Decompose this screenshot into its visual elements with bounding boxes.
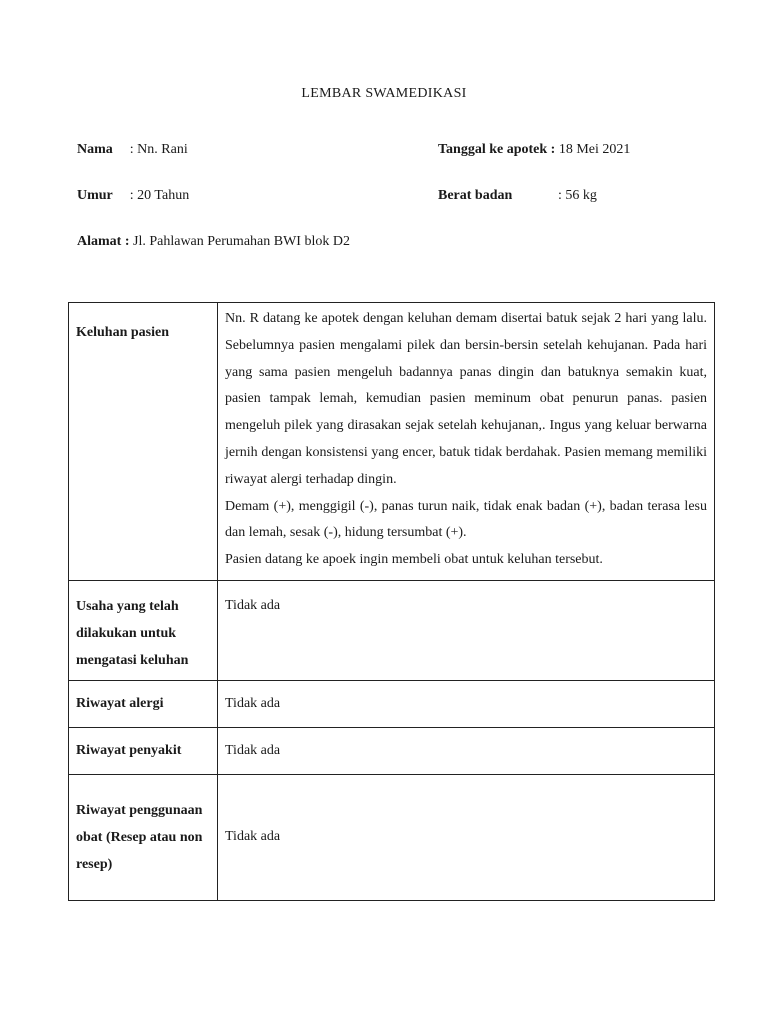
table-row <box>69 727 715 774</box>
obat-value: Tidak ada <box>218 774 715 900</box>
keluhan-paragraph: Nn. R datang ke apotek dengan keluhan demam disertai batuk sejak 2 hari yang lalu. Sebelumnya pasien mengalami pilek dan bersin-bersin setelah kehujanan. Pada hari yang sama pasien mengeluh badannya panas dingin dan batuknya semakin kuat, pasien tampak lemah, kemudian pasien meminum obat penurun panas. pasien mengeluh pilek yang dirasakan sejak setelah kehujanan,. Ingus yang keluar berwarna jernih dengan konsistensi yang encer, batuk tidak berdahak. Pasien memang memiliki riwayat alergi terhadap dingin. <box>225 311 707 487</box>
alergi-label: Riwayat alergi <box>69 680 218 727</box>
keluhan-symptoms: Demam (+), menggigil (-), panas turun naik, tidak enak badan (+), badan terasa lesu dan lemah, sesak (-), hidung tersumbat (+). <box>225 498 707 541</box>
berat-value: : 56 kg <box>558 188 597 203</box>
nama-value: : Nn. Rani <box>129 142 188 157</box>
alamat-value: Jl. Pahlawan Perumahan BWI blok D2 <box>129 234 350 249</box>
keluhan-cell <box>218 303 715 581</box>
table-row <box>69 303 715 581</box>
penyakit-label: Riwayat penyakit <box>69 727 218 774</box>
table-row <box>69 580 715 680</box>
alamat-field <box>77 234 350 250</box>
table-row <box>69 680 715 727</box>
table-row <box>69 774 715 900</box>
alergi-value: Tidak ada <box>218 680 715 727</box>
tanggal-field <box>438 142 630 158</box>
alamat-label: Alamat : <box>77 234 130 249</box>
page-title: LEMBAR SWAMEDIKASI <box>301 86 467 101</box>
umur-label: Umur <box>77 188 113 203</box>
swamedikasi-table <box>68 302 715 901</box>
obat-label: Riwayat penggunaan obat (Resep atau non resep) <box>69 774 218 900</box>
penyakit-value: Tidak ada <box>218 727 715 774</box>
usaha-value: Tidak ada <box>218 580 715 680</box>
tanggal-value: 18 Mei 2021 <box>555 142 631 157</box>
berat-label: Berat badan <box>438 188 513 203</box>
umur-field <box>77 188 189 204</box>
keluhan-label: Keluhan pasien <box>69 303 218 581</box>
nama-label: Nama <box>77 142 113 157</box>
keluhan-intent: Pasien datang ke apoek ingin membeli obat untuk keluhan tersebut. <box>225 552 603 568</box>
nama-field <box>77 142 188 158</box>
umur-value: : 20 Tahun <box>129 188 190 203</box>
usaha-label: Usaha yang telah dilakukan untuk mengatasi keluhan <box>69 580 218 680</box>
berat-field <box>438 188 597 204</box>
tanggal-label: Tanggal ke apotek : <box>438 142 556 157</box>
